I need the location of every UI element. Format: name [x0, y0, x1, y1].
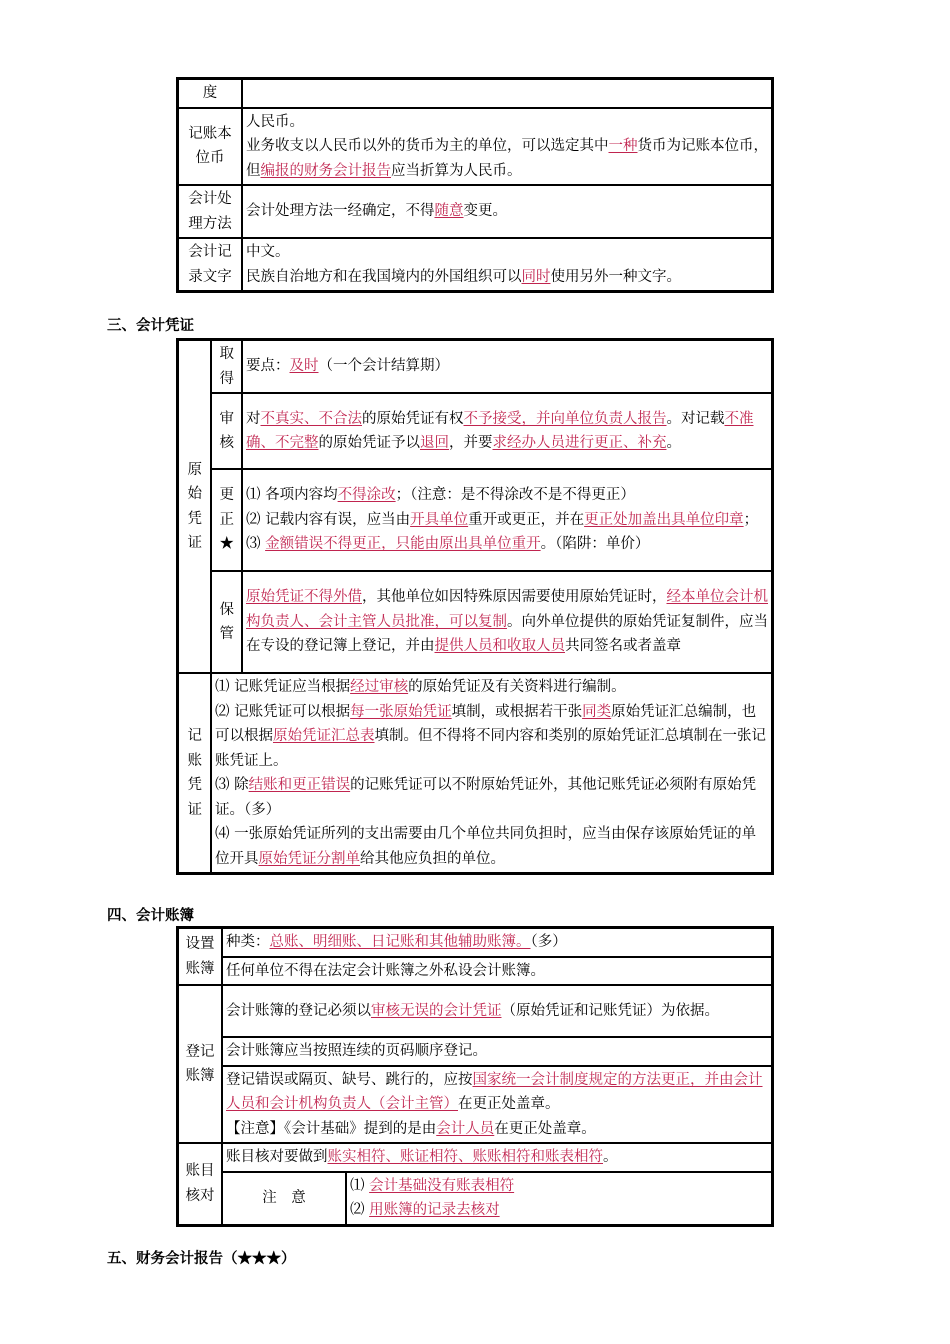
row-label: 更正★ [211, 469, 242, 571]
row-content: ⑴ 记账凭证应当根据经过审核的原始凭证及有关资料进行编制。 ⑵ 记账凭证可以根据每一张原始凭证填制，或根据若干张同类原始凭证汇总编制，也可以根据原始凭证汇总表填制。但不得将不同内容和类别的原始凭证汇总填制在一张记账凭证上。 ⑶ 除结账和更正错误的记账凭证可以不附原始凭证外，其他记账凭证必须附有原始凭证。（多） ⑷ 一张原始凭证所列的支出需要由几个单位共同负担时，应当由保存该原始凭证的单位开具原始凭证分割单给其他应负担的单位。 [211, 673, 772, 873]
row-content: 会计账簿的登记必须以审核无误的会计凭证（原始凭证和记账凭证）为依据。 [222, 985, 772, 1037]
row-label: 保管 [211, 571, 242, 673]
section-heading: 五、财务会计报告（★★★） [107, 1250, 296, 1267]
table-row [178, 79, 772, 108]
table-row [178, 469, 772, 571]
row-content [242, 79, 772, 108]
row-content: 任何单位不得在法定会计账簿之外私设会计账簿。 [222, 957, 772, 986]
row-content: ⑴ 各项内容均不得涂改；（注意：是不得涂改不是不得更正） ⑵ 记载内容有误，应当由开具单位重开或更正，并在更正处加盖出具单位印章； ⑶ 金额错误不得更正，只能由原出具单位重开。（陷阱：单价） [242, 469, 772, 571]
row-label: 度 [178, 79, 242, 108]
table-row [178, 1066, 772, 1144]
table-row [178, 1172, 772, 1225]
original-voucher-label: 原始凭证 [178, 340, 211, 673]
row-content: 对不真实、不合法的原始凭证有权不予接受，并向单位负责人报告。对记载不准确、不完整的原始凭证予以退回，并要求经办人员进行更正、补充。 [242, 393, 772, 469]
note-label: 注 意 [222, 1172, 346, 1225]
row-label: 审核 [211, 393, 242, 469]
row-label: 设置账簿 [178, 928, 222, 985]
row-content: 账目核对要做到账实相符、账证相符、账账相符和账表相符。 [222, 1143, 772, 1172]
table-row [178, 1143, 772, 1172]
table-row [178, 340, 772, 393]
table-row [178, 985, 772, 1037]
table-vouchers [176, 338, 774, 875]
table-row [178, 571, 772, 673]
row-label: 会计记录文字 [178, 238, 242, 291]
row-content: 原始凭证不得外借，其他单位如因特殊原因需要使用原始凭证时，经本单位会计机构负责人、会计主管人员批准，可以复制。向外单位提供的原始凭证复制件，应当在专设的登记簿上登记，并由提供人员和收取人员共同签名或者盖章 [242, 571, 772, 673]
table-row [178, 957, 772, 986]
row-content: 要点：及时（一个会计结算期） [242, 340, 772, 393]
table-basic-info [176, 77, 774, 293]
table-row [178, 393, 772, 469]
table-account-books [176, 926, 774, 1227]
table-row [178, 673, 772, 873]
note-content: ⑴ 会计基础没有账表相符 ⑵ 用账簿的记录去核对 [346, 1172, 772, 1225]
row-label: 记账本位币 [178, 108, 242, 186]
row-content: 登记错误或隔页、缺号、跳行的，应按国家统一会计制度规定的方法更正，并由会计人员和会计机构负责人（会计主管）在更正处盖章。 【注意】《会计基础》提到的是由会计人员在更正处盖章。 [222, 1066, 772, 1144]
section-heading: 三、会计凭证 [107, 317, 194, 334]
row-content: 会计账簿应当按照连续的页码顺序登记。 [222, 1037, 772, 1066]
table-row [178, 1037, 772, 1066]
row-label: 登记账簿 [178, 985, 222, 1143]
row-label: 账目核对 [178, 1143, 222, 1225]
row-content: 中文。 民族自治地方和在我国境内的外国组织可以同时使用另外一种文字。 [242, 238, 772, 291]
row-label: 取得 [211, 340, 242, 393]
row-content: 种类：总账、明细账、日记账和其他辅助账簿。（多） [222, 928, 772, 957]
table-row [178, 185, 772, 238]
table-row [178, 238, 772, 291]
row-label: 会计处理方法 [178, 185, 242, 238]
row-content: 会计处理方法一经确定，不得随意变更。 [242, 185, 772, 238]
row-content: 人民币。 业务收支以人民币以外的货币为主的单位，可以选定其中一种货币为记账本位币，但编报的财务会计报告应当折算为人民币。 [242, 108, 772, 186]
table-row [178, 108, 772, 186]
accounting-voucher-label: 记账凭证 [178, 673, 211, 873]
table-row [178, 928, 772, 957]
section-heading: 四、会计账簿 [107, 907, 194, 924]
